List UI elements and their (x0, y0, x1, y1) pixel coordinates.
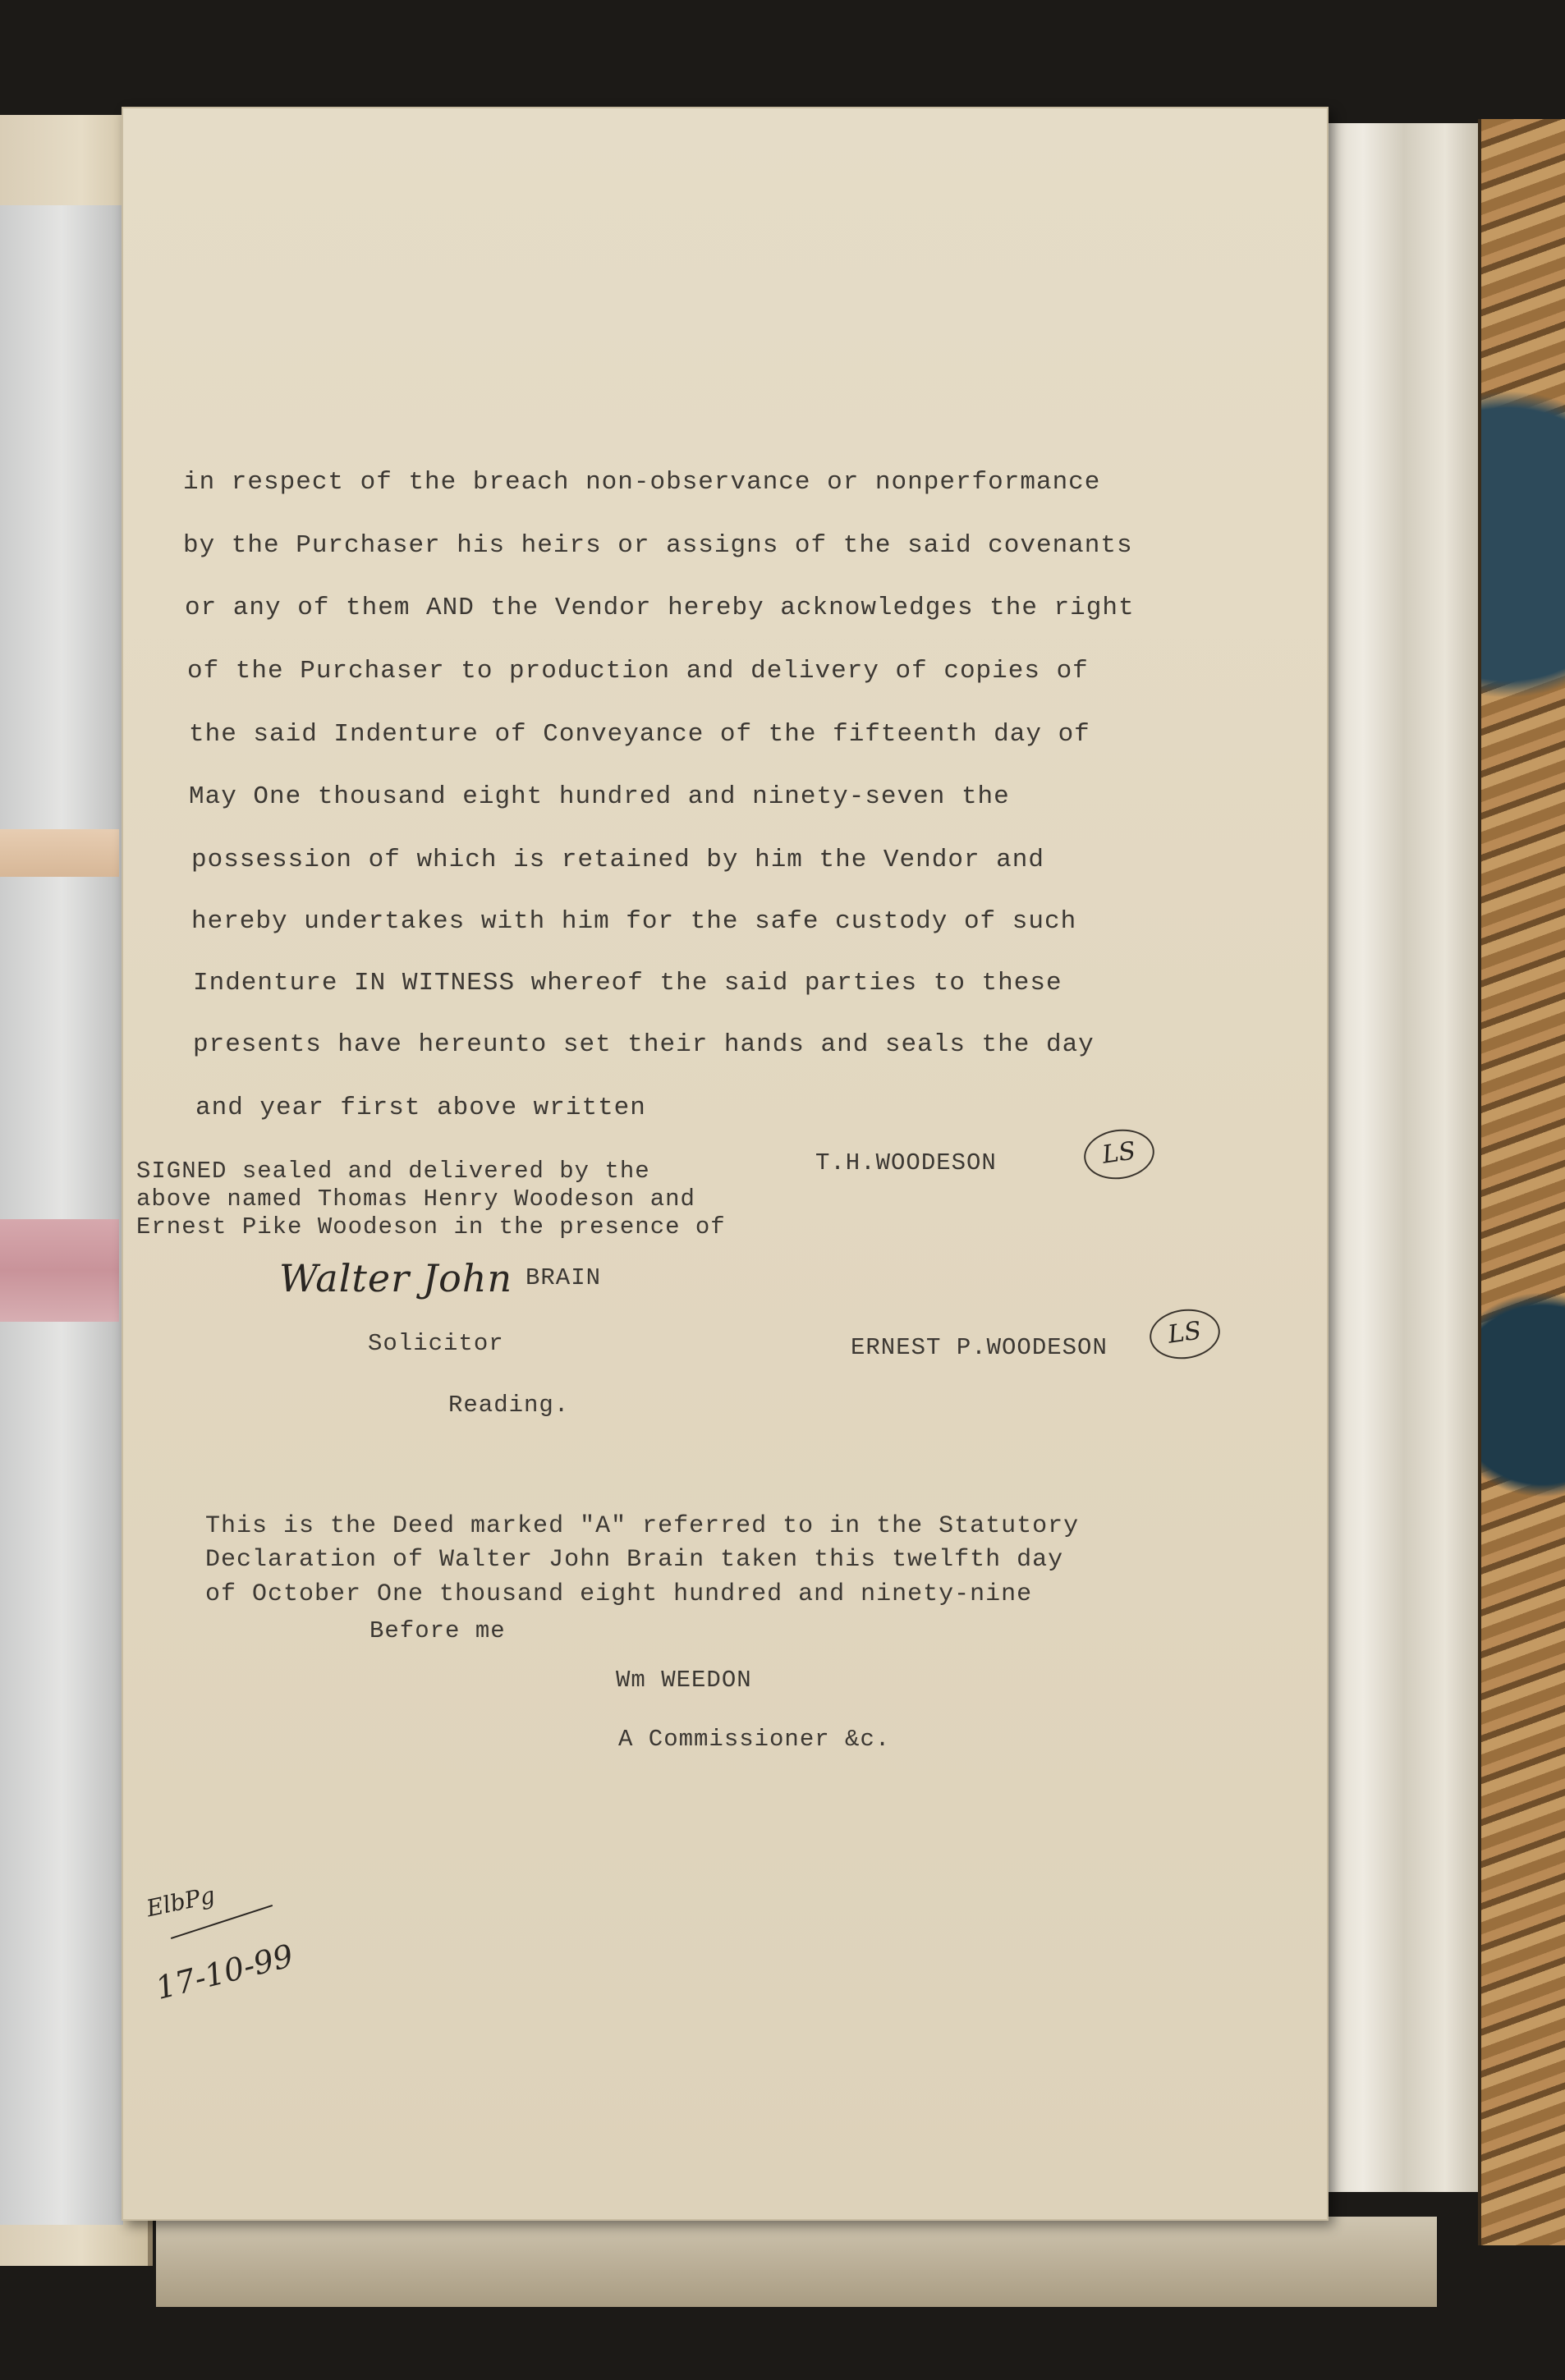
seal-mark-2: LS (1146, 1305, 1223, 1363)
deed-line-8: hereby undertakes with him for the safe custody of such (191, 907, 1077, 936)
bottom-page-edge (156, 2217, 1437, 2307)
margin-date-note: 17-10-99 (152, 1937, 297, 2007)
deed-line-3: or any of them AND the Vendor hereby acknowledges the right (185, 594, 1135, 622)
deed-line-7: possession of which is retained by him the Vendor and (191, 846, 1044, 874)
deed-line-5: the said Indenture of Conveyance of the fifteenth day of (189, 720, 1090, 749)
seal-mark-1: LS (1081, 1125, 1158, 1183)
signatory-th-woodeson: T.H.WOODESON (815, 1149, 997, 1176)
pink-ribbon-tie (0, 1219, 119, 1322)
commissioner-title: A Commissioner &c. (618, 1726, 891, 1753)
deed-line-10: presents have hereunto set their hands and seals the day (193, 1030, 1095, 1059)
marbled-cover-edge (1478, 119, 1565, 2245)
right-page-stack (1314, 123, 1478, 2192)
declaration-line-3: of October One thousand eight hundred and ninety-nine (205, 1580, 1033, 1608)
deed-sheet (122, 107, 1329, 2221)
deed-line-9: Indenture IN WITNESS whereof the said parties to these (193, 969, 1062, 997)
deed-line-1: in respect of the breach non-observance or nonperformance (183, 468, 1101, 497)
tan-ribbon-tie (0, 829, 119, 877)
commissioner-name: Wm WEEDON (616, 1667, 752, 1694)
witness-surname: BRAIN (525, 1264, 602, 1291)
witness-place: Reading. (448, 1392, 570, 1419)
declaration-line-1: This is the Deed marked "A" referred to in the Statutory (205, 1512, 1080, 1540)
declaration-before-me: Before me (369, 1617, 506, 1644)
witness-title: Solicitor (368, 1330, 504, 1357)
deed-line-2: by the Purchaser his heirs or assigns of the said covenants (183, 531, 1133, 560)
left-binding-strip (0, 205, 123, 2225)
attestation-line-3: Ernest Pike Woodeson in the presence of (136, 1213, 726, 1240)
deed-line-11: and year first above written (195, 1094, 646, 1122)
deed-line-4: of the Purchaser to production and delivery of copies of (187, 657, 1089, 686)
deed-line-6: May One thousand eight hundred and ninety-seven the (189, 782, 1010, 811)
signatory-ernest-woodeson: ERNEST P.WOODESON (851, 1334, 1108, 1361)
attestation-line-1: SIGNED sealed and delivered by the (136, 1158, 650, 1185)
attestation-line-2: above named Thomas Henry Woodeson and (136, 1185, 695, 1213)
declaration-line-2: Declaration of Walter John Brain taken this twelfth day (205, 1546, 1064, 1574)
margin-initials-note: ElbPg (144, 1881, 218, 1923)
witness-signature: Walter John (279, 1256, 513, 1300)
